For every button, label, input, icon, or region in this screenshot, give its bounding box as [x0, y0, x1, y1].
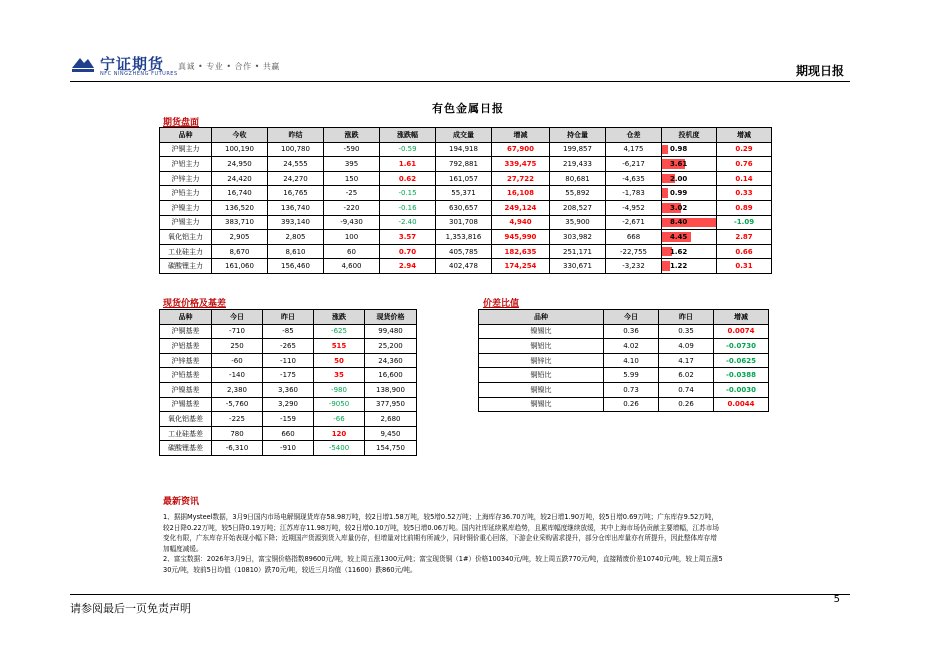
prev-value: -159 [263, 412, 314, 427]
today-value: 780 [212, 426, 263, 441]
speculation-value: 8.40 [670, 218, 688, 227]
prev-settle-value: 393,140 [268, 215, 324, 230]
change-value: 100 [324, 230, 380, 245]
table-row [160, 412, 417, 427]
today-value: 0.26 [604, 397, 659, 412]
oi-change-value: 668 [606, 230, 662, 245]
change-value: -0.0030 [714, 382, 769, 397]
prev-settle-value: 136,740 [268, 200, 324, 215]
volume-value: 402,478 [436, 259, 492, 274]
futures-section-title: 期货盘面 [163, 118, 200, 128]
speculation-cell [662, 171, 717, 186]
table-row [160, 230, 772, 245]
column-header: 增减 [714, 310, 769, 325]
prev-settle-value: 2,805 [268, 230, 324, 245]
volume-value: 55,371 [436, 186, 492, 201]
company-name-cn: 宁证期货 [100, 55, 165, 73]
today-value: 250 [212, 339, 263, 354]
speculation-change-value: 0.89 [717, 200, 772, 215]
row-name: 沪铜基差 [160, 324, 212, 339]
prev-value: 6.02 [659, 368, 714, 383]
open-interest-value: 303,982 [550, 230, 606, 245]
change-pct-value: 2.94 [380, 259, 436, 274]
table-row [160, 142, 772, 157]
row-name: 沪铝主力 [160, 157, 212, 172]
row-name: 沪铅主力 [160, 186, 212, 201]
news-item-1: 1、据据Mysteel数据，3月9日国内市场电解铜现货库存58.98万吨，较2日增1.58万吨，较5增0.52万吨；上海库存36.70万吨，较2日增1.90万吨，较5日增0.69万吨；广东库存9.52万吨，较2日降0.22万吨，较5日降0.19万吨；江苏库存11.98万吨，较2日增0.10万吨，较5日增0.06万吨。国内社库延续累库趋势，且累库幅度继续放缓，其中上海市场仍贡献主要增幅，江苏市场变化有限，广东库存开始表现小幅下降；近期国产货源到货入库量仍存，但增量对比前期有所减少，同时铜价重心回落，下游企业采购需求提升，部分仓库出库量亦有所提升，因此整体库存增加幅度减缓。 [163, 513, 719, 553]
table-row [160, 324, 417, 339]
volume-change-value: 27,722 [492, 171, 550, 186]
close-value: 383,710 [212, 215, 268, 230]
table-row [479, 324, 769, 339]
page-header [70, 50, 850, 82]
news-section-title: 最新资讯 [163, 497, 200, 507]
today-value: 0.73 [604, 382, 659, 397]
volume-change-value: 16,108 [492, 186, 550, 201]
row-name: 沪镍主力 [160, 200, 212, 215]
change-value: 35 [314, 368, 365, 383]
today-value: 4.10 [604, 353, 659, 368]
spot-price-value: 99,480 [365, 324, 417, 339]
volume-value: 194,918 [436, 142, 492, 157]
oi-change-value: -22,755 [606, 244, 662, 259]
row-name: 沪锡基差 [160, 397, 212, 412]
prev-value: 3,290 [263, 397, 314, 412]
table-row [160, 368, 417, 383]
column-header: 仓差 [606, 128, 662, 143]
table-row [160, 397, 417, 412]
change-value: 60 [324, 244, 380, 259]
oi-change-value: -2,671 [606, 215, 662, 230]
row-name: 沪铅基差 [160, 368, 212, 383]
change-value: -25 [324, 186, 380, 201]
row-name: 沪镍基差 [160, 382, 212, 397]
prev-value: -265 [263, 339, 314, 354]
prev-value: -85 [263, 324, 314, 339]
row-name: 沪锡主力 [160, 215, 212, 230]
today-value: -6,310 [212, 441, 263, 456]
open-interest-value: 219,433 [550, 157, 606, 172]
change-value: -0.0730 [714, 339, 769, 354]
speculation-value: 3.61 [670, 159, 688, 168]
open-interest-value: 251,171 [550, 244, 606, 259]
table-row [160, 186, 772, 201]
volume-value: 301,708 [436, 215, 492, 230]
change-pct-value: -0.59 [380, 142, 436, 157]
column-header: 投机度 [662, 128, 717, 143]
column-header: 品种 [160, 128, 212, 143]
change-pct-value: 3.57 [380, 230, 436, 245]
speculation-change-value: 0.76 [717, 157, 772, 172]
table-row [160, 426, 417, 441]
speculation-value: 0.99 [670, 189, 688, 198]
speculation-change-value: 0.31 [717, 259, 772, 274]
table-row [479, 353, 769, 368]
row-name: 沪锌基差 [160, 353, 212, 368]
change-value: -5400 [314, 441, 365, 456]
table-row [160, 215, 772, 230]
change-value: 150 [324, 171, 380, 186]
speculation-cell [662, 230, 717, 245]
today-value: 0.36 [604, 324, 659, 339]
row-name: 氧化铝主力 [160, 230, 212, 245]
change-value: 395 [324, 157, 380, 172]
news-item-2: 2、富宝数据：2026年3月9日，富宝铜价格指数89600元/吨，较上周五涨1300元/吨；富宝现货铜（1#）价格100340元/吨，较上周五跌770元/吨，直接精废价差10740元/吨，较上周五涨530元/吨，较前5日均值（10810）跌70元/吨，较近三月均值（11600）跌860元/吨。 [163, 555, 723, 574]
change-value: -66 [314, 412, 365, 427]
ratio-table [478, 309, 769, 412]
column-header: 昨日 [263, 310, 314, 325]
volume-value: 1,353,816 [436, 230, 492, 245]
column-header: 今收 [212, 128, 268, 143]
column-header: 成交量 [436, 128, 492, 143]
table-row [160, 353, 417, 368]
prev-settle-value: 100,780 [268, 142, 324, 157]
column-header: 现货价格 [365, 310, 417, 325]
spot-table [159, 309, 417, 456]
prev-value: 0.35 [659, 324, 714, 339]
column-header: 今日 [604, 310, 659, 325]
oi-change-value: -4,952 [606, 200, 662, 215]
speculation-value: 4.45 [670, 232, 688, 241]
change-pct-value: 0.70 [380, 244, 436, 259]
spot-price-value: 154,750 [365, 441, 417, 456]
spot-price-value: 24,360 [365, 353, 417, 368]
row-name: 镍锡比 [479, 324, 604, 339]
speculation-cell [662, 259, 717, 274]
prev-value: 3,360 [263, 382, 314, 397]
company-slogan: 真诚 • 专业 • 合作 • 共赢 [178, 62, 280, 71]
volume-change-value: 67,900 [492, 142, 550, 157]
table-row [160, 339, 417, 354]
open-interest-value: 55,892 [550, 186, 606, 201]
column-header: 昨日 [659, 310, 714, 325]
spot-header-row [160, 310, 417, 325]
speculation-value: 0.98 [670, 145, 688, 154]
column-header: 今日 [212, 310, 263, 325]
speculation-change-value: 2.87 [717, 230, 772, 245]
change-pct-value: 0.62 [380, 171, 436, 186]
speculation-cell [662, 142, 717, 157]
oi-change-value: -6,217 [606, 157, 662, 172]
table-row [479, 339, 769, 354]
column-header: 品种 [479, 310, 604, 325]
news-body [163, 512, 723, 575]
column-header: 品种 [160, 310, 212, 325]
volume-value: 405,785 [436, 244, 492, 259]
change-value: -0.0388 [714, 368, 769, 383]
today-value: -225 [212, 412, 263, 427]
prev-settle-value: 8,610 [268, 244, 324, 259]
today-value: -710 [212, 324, 263, 339]
change-pct-value: 1.61 [380, 157, 436, 172]
oi-change-value: 4,175 [606, 142, 662, 157]
prev-value: 0.26 [659, 397, 714, 412]
volume-value: 792,881 [436, 157, 492, 172]
volume-change-value: 182,635 [492, 244, 550, 259]
speculation-cell [662, 186, 717, 201]
speculation-change-value: 0.66 [717, 244, 772, 259]
change-value: 120 [314, 426, 365, 441]
speculation-cell [662, 215, 717, 230]
futures-table [159, 127, 772, 274]
prev-value: -110 [263, 353, 314, 368]
table-row [479, 368, 769, 383]
today-value: -5,760 [212, 397, 263, 412]
close-value: 161,060 [212, 259, 268, 274]
prev-settle-value: 24,270 [268, 171, 324, 186]
speculation-cell [662, 200, 717, 215]
oi-change-value: -3,232 [606, 259, 662, 274]
change-value: 515 [314, 339, 365, 354]
column-header: 涨跌 [324, 128, 380, 143]
table-row [479, 397, 769, 412]
row-name: 工业硅基差 [160, 426, 212, 441]
volume-change-value: 4,940 [492, 215, 550, 230]
close-value: 2,905 [212, 230, 268, 245]
prev-settle-value: 156,460 [268, 259, 324, 274]
column-header: 持仓量 [550, 128, 606, 143]
table-row [160, 244, 772, 259]
close-value: 136,520 [212, 200, 268, 215]
speculation-value: 1.62 [670, 247, 688, 256]
row-name: 铜铅比 [479, 368, 604, 383]
change-pct-value: -0.16 [380, 200, 436, 215]
today-value: -60 [212, 353, 263, 368]
change-value: -9,430 [324, 215, 380, 230]
change-pct-value: -0.15 [380, 186, 436, 201]
volume-change-value: 249,124 [492, 200, 550, 215]
speculation-value: 2.00 [670, 174, 688, 183]
today-value: 4.02 [604, 339, 659, 354]
futures-header-row [160, 128, 772, 143]
spot-price-value: 25,200 [365, 339, 417, 354]
prev-settle-value: 24,555 [268, 157, 324, 172]
column-header: 增减 [717, 128, 772, 143]
speculation-change-value: 0.33 [717, 186, 772, 201]
row-name: 工业硅主力 [160, 244, 212, 259]
today-value: 2,380 [212, 382, 263, 397]
open-interest-value: 199,857 [550, 142, 606, 157]
company-name-en: NFC NINGZHENG FUTURES [100, 71, 178, 77]
change-value: 50 [314, 353, 365, 368]
speculation-change-value: 0.29 [717, 142, 772, 157]
open-interest-value: 330,671 [550, 259, 606, 274]
footer-divider [70, 594, 850, 595]
prev-value: 0.74 [659, 382, 714, 397]
close-value: 8,670 [212, 244, 268, 259]
spot-price-value: 377,950 [365, 397, 417, 412]
row-name: 沪锌主力 [160, 171, 212, 186]
spot-price-value: 9,450 [365, 426, 417, 441]
close-value: 24,950 [212, 157, 268, 172]
table-row [479, 382, 769, 397]
today-value: 5.99 [604, 368, 659, 383]
row-name: 沪铝基差 [160, 339, 212, 354]
change-value: 0.0074 [714, 324, 769, 339]
row-name: 铜锌比 [479, 353, 604, 368]
today-value: -140 [212, 368, 263, 383]
ratio-section-title: 价差比值 [483, 299, 520, 309]
prev-value: 4.17 [659, 353, 714, 368]
column-header: 涨跌 [314, 310, 365, 325]
change-value: -9050 [314, 397, 365, 412]
spot-price-value: 2,680 [365, 412, 417, 427]
prev-settle-value: 16,765 [268, 186, 324, 201]
ratio-header-row [479, 310, 769, 325]
table-row [160, 382, 417, 397]
change-value: -0.0625 [714, 353, 769, 368]
change-value: -980 [314, 382, 365, 397]
spot-price-value: 138,900 [365, 382, 417, 397]
change-value: 4,600 [324, 259, 380, 274]
disclaimer-link: 请参阅最后一页免责声明 [70, 602, 191, 615]
row-name: 碳酸锂主力 [160, 259, 212, 274]
table-row [160, 157, 772, 172]
close-value: 100,190 [212, 142, 268, 157]
column-header: 昨结 [268, 128, 324, 143]
page-title: 有色金属日报 [432, 102, 504, 115]
prev-value: 660 [263, 426, 314, 441]
row-name: 铜铝比 [479, 339, 604, 354]
row-name: 碳酸锂基差 [160, 441, 212, 456]
row-name: 沪铜主力 [160, 142, 212, 157]
spot-price-value: 16,600 [365, 368, 417, 383]
volume-change-value: 339,475 [492, 157, 550, 172]
spot-section-title: 现货价格及基差 [163, 299, 227, 309]
close-value: 24,420 [212, 171, 268, 186]
speculation-change-value: -1.09 [717, 215, 772, 230]
table-row [160, 259, 772, 274]
open-interest-value: 35,900 [550, 215, 606, 230]
report-type: 期现日报 [795, 64, 844, 78]
row-name: 铜镍比 [479, 382, 604, 397]
table-row [160, 441, 417, 456]
speculation-cell [662, 244, 717, 259]
company-logo-icon [70, 54, 96, 74]
change-value: -220 [324, 200, 380, 215]
table-row [160, 200, 772, 215]
column-header: 涨跌幅 [380, 128, 436, 143]
table-row [160, 171, 772, 186]
volume-change-value: 174,254 [492, 259, 550, 274]
open-interest-value: 80,681 [550, 171, 606, 186]
prev-value: -910 [263, 441, 314, 456]
speculation-cell [662, 157, 717, 172]
prev-value: -175 [263, 368, 314, 383]
oi-change-value: -1,783 [606, 186, 662, 201]
open-interest-value: 208,527 [550, 200, 606, 215]
close-value: 16,740 [212, 186, 268, 201]
change-value: 0.0044 [714, 397, 769, 412]
row-name: 氧化铝基差 [160, 412, 212, 427]
change-value: -625 [314, 324, 365, 339]
change-pct-value: -2.40 [380, 215, 436, 230]
speculation-value: 1.22 [670, 262, 688, 271]
volume-value: 630,657 [436, 200, 492, 215]
speculation-change-value: 0.14 [717, 171, 772, 186]
row-name: 铜锡比 [479, 397, 604, 412]
column-header: 增减 [492, 128, 550, 143]
oi-change-value: -4,635 [606, 171, 662, 186]
page-number: 5 [833, 594, 840, 605]
speculation-value: 3.02 [670, 203, 688, 212]
prev-value: 4.09 [659, 339, 714, 354]
change-value: -590 [324, 142, 380, 157]
volume-value: 161,057 [436, 171, 492, 186]
volume-change-value: 945,990 [492, 230, 550, 245]
